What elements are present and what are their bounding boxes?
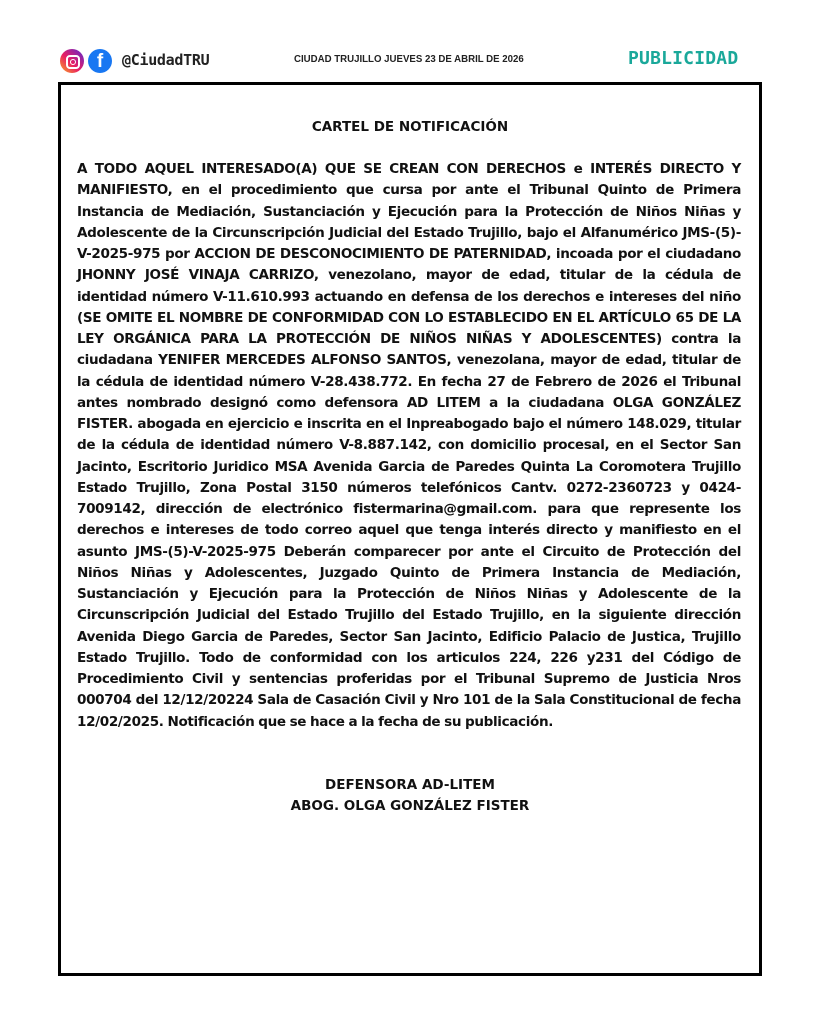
page-header (0, 0, 819, 80)
signature-block (61, 775, 759, 817)
instagram-icon (60, 49, 84, 73)
section-label: PUBLICIDAD (628, 48, 739, 69)
signature-role: DEFENSORA AD-LITEM (325, 777, 495, 793)
social-handle: @CiudadTRU (122, 51, 210, 69)
signature-name: ABOG. OLGA GONZÁLEZ FISTER (290, 798, 530, 814)
social-icons (60, 49, 112, 73)
notice-body: A TODO AQUEL INTERESADO(A) QUE SE CREAN CON DERECHOS e INTERÉS DIRECTO Y MANIFIESTO, en el procedimiento que cursa por ante el Tribunal Quinto de Primera Instancia de Mediación, Sustanciación y Ejecución para la Protección de Niños Niñas y Adolescente de la Circunscripción Judicial del Estado Trujillo, bajo el Alfanumérico JMS-(5)-V-2025-975 por ACCION DE DESCONOCIMIENTO DE PATERNIDAD, incoada por el ciudadano JHONNY JOSÉ VINAJA CARRIZO, venezolano, mayor de edad, titular de la cédula de identidad número V-11.610.993 actuando en defensa de los derechos e intereses del niño (SE OMITE EL NOMBRE DE CONFORMIDAD CON LO ESTABLECIDO EN EL ARTÍCULO 65 DE LA LEY ORGÁNICA PARA LA PROTECCIÓN DE NIÑOS NIÑAS Y ADOLESCENTES) contra la ciudadana YENIFER MERCEDES ALFONSO SANTOS, venezolana, mayor de edad, titular de la cédula de identidad número V-28.438.772. En fecha 27 de Febrero de 2026 el Tribunal antes nombrado designó como defensora AD LITEM a la ciudadana OLGA GONZÁLEZ FISTER. abogada en ejercicio e inscrita en el Inpreabogado bajo el número 148.029, titular de la cédula de identidad número V-8.887.142, con domicilio procesal, en el Sector San Jacinto, Escritorio Juridico MSA Avenida Garcia de Paredes Quinta La Coromotera Trujillo Estado Trujillo, Zona Postal 3150 números telefónicos Cantv. 0272-2360723 y 0424-7009142, dirección de electrónico fistermarina@gmail.com. para que represente los derechos e intereses de todo correo aquel que tenga interés directo y manifiesto en el asunto JMS-(5)-V-2025-975 Deberán comparecer por ante el Circuito de Protección del Niños Niñas y Adolescentes, Juzgado Quinto de Primera Instancia de Mediación, Sustanciación y Ejecución para la Protección de Niños Niñas y Adolescente de la Circunscripción Judicial del Estado Trujillo del Estado Trujillo, en la siguiente dirección Avenida Diego Garcia de Paredes, Sector San Jacinto, Edificio Palacio de Justica, Trujillo Estado Trujillo. Todo de conformidad con los articulos 224, 226 y231 del Código de Procedimiento Civil y sentencias proferidas por el Tribunal Supremo de Justicia Nros 000704 del 12/12/20224 Sala de Casación Civil y Nro 101 de la Sala Constitucional de fecha 12/02/2025. Notificación que se hace a la fecha de su publicación. (77, 161, 741, 730)
notice-title: CARTEL DE NOTIFICACIÓN (311, 119, 509, 135)
dateline: CIUDAD TRUJILLO JUEVES 23 DE ABRIL DE 2026 (294, 53, 524, 65)
notice-box (58, 82, 762, 976)
facebook-icon: f (88, 49, 112, 73)
